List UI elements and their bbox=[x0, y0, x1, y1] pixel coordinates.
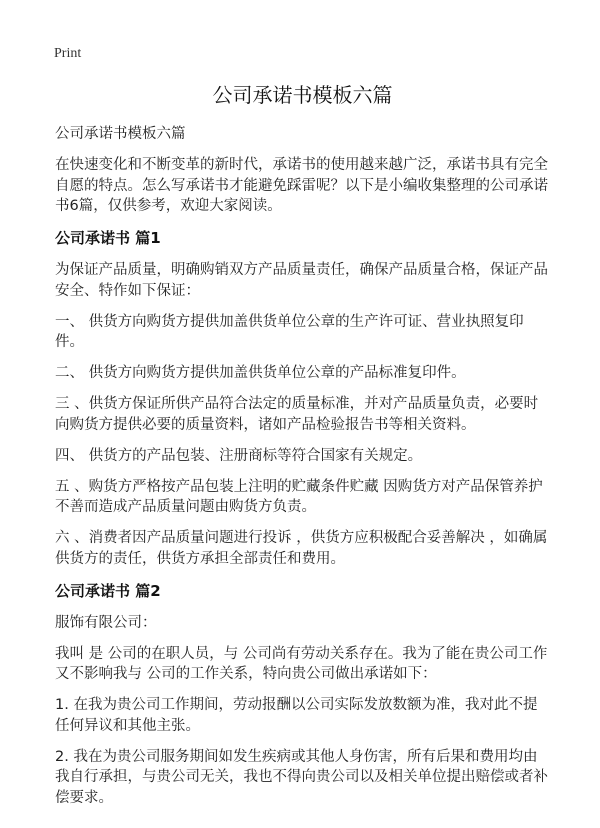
paragraph: 一、 供货方向购货方提供加盖供货单位公章的生产许可证、营业执照复印件。 bbox=[55, 313, 524, 350]
paragraph: 为保证产品质量，明确购销双方产品质量责任，确保产品质量合格，保证产品安全、特作如下保证： bbox=[55, 262, 548, 299]
document-body bbox=[55, 80, 550, 819]
paragraph: 六 、消费者因产品质量问题进行投诉 ，供货方应积极配合妥善解决 ，如确属供货方的责任，供货方承担全部责任和费用。 bbox=[55, 530, 548, 567]
subtitle: 公司承诺书模板六篇 bbox=[55, 126, 186, 142]
section-heading: 公司承诺书 篇1 bbox=[55, 229, 161, 247]
section-heading: 公司承诺书 篇2 bbox=[55, 581, 161, 600]
paragraph: 服饰有限公司： bbox=[55, 614, 157, 631]
paragraph: 四、 供货方的产品包装、注册商标等符合国家有关规定。 bbox=[55, 447, 423, 464]
paragraph: 三 、供货方保证所供产品符合法定的质量标准，并对产品质量负责，必要时向购货方提供必要的质量资料，诸如产品检验报告书等相关资料。 bbox=[55, 396, 539, 433]
paragraph: 2. 我在为贵公司服务期间如发生疾病或其他人身伤害，所有后果和费用均由我自行承担，与贵公司无关，我也不得向贵公司以及相关单位提出赔偿或者补偿要求。 bbox=[55, 748, 548, 806]
paragraph: 二、 供货方向购货方提供加盖供货单位公章的产品标准复印件。 bbox=[55, 365, 466, 381]
paragraph: 五 、购货方严格按产品包装上注明的贮藏条件贮藏 因购货方对产品保管养护不善而造成产品质量问题由购货方负责。 bbox=[55, 478, 543, 515]
page-title: 公司承诺书模板六篇 bbox=[212, 83, 393, 107]
intro-paragraph: 在快速变化和不断变革的新时代，承诺书的使用越来越广泛，承诺书具有完全自愿的特点。怎么写承诺书才能避免踩雷呢？以下是小编收集整理的公司承诺书6篇，仅供参考，欢迎大家阅读。 bbox=[55, 157, 548, 214]
print-link[interactable]: Print bbox=[54, 46, 82, 61]
paragraph: 我叫 是 公司的在职人员，与 公司尚有劳动关系存在。我为了能在贵公司工作又不影响我与 公司的工作关系，特向贵公司做出承诺如下： bbox=[55, 645, 548, 682]
paragraph: 1. 在我为贵公司工作期间，劳动报酬以公司实际发放数额为准，我对此不提任何异议和其他主张。 bbox=[55, 697, 538, 734]
